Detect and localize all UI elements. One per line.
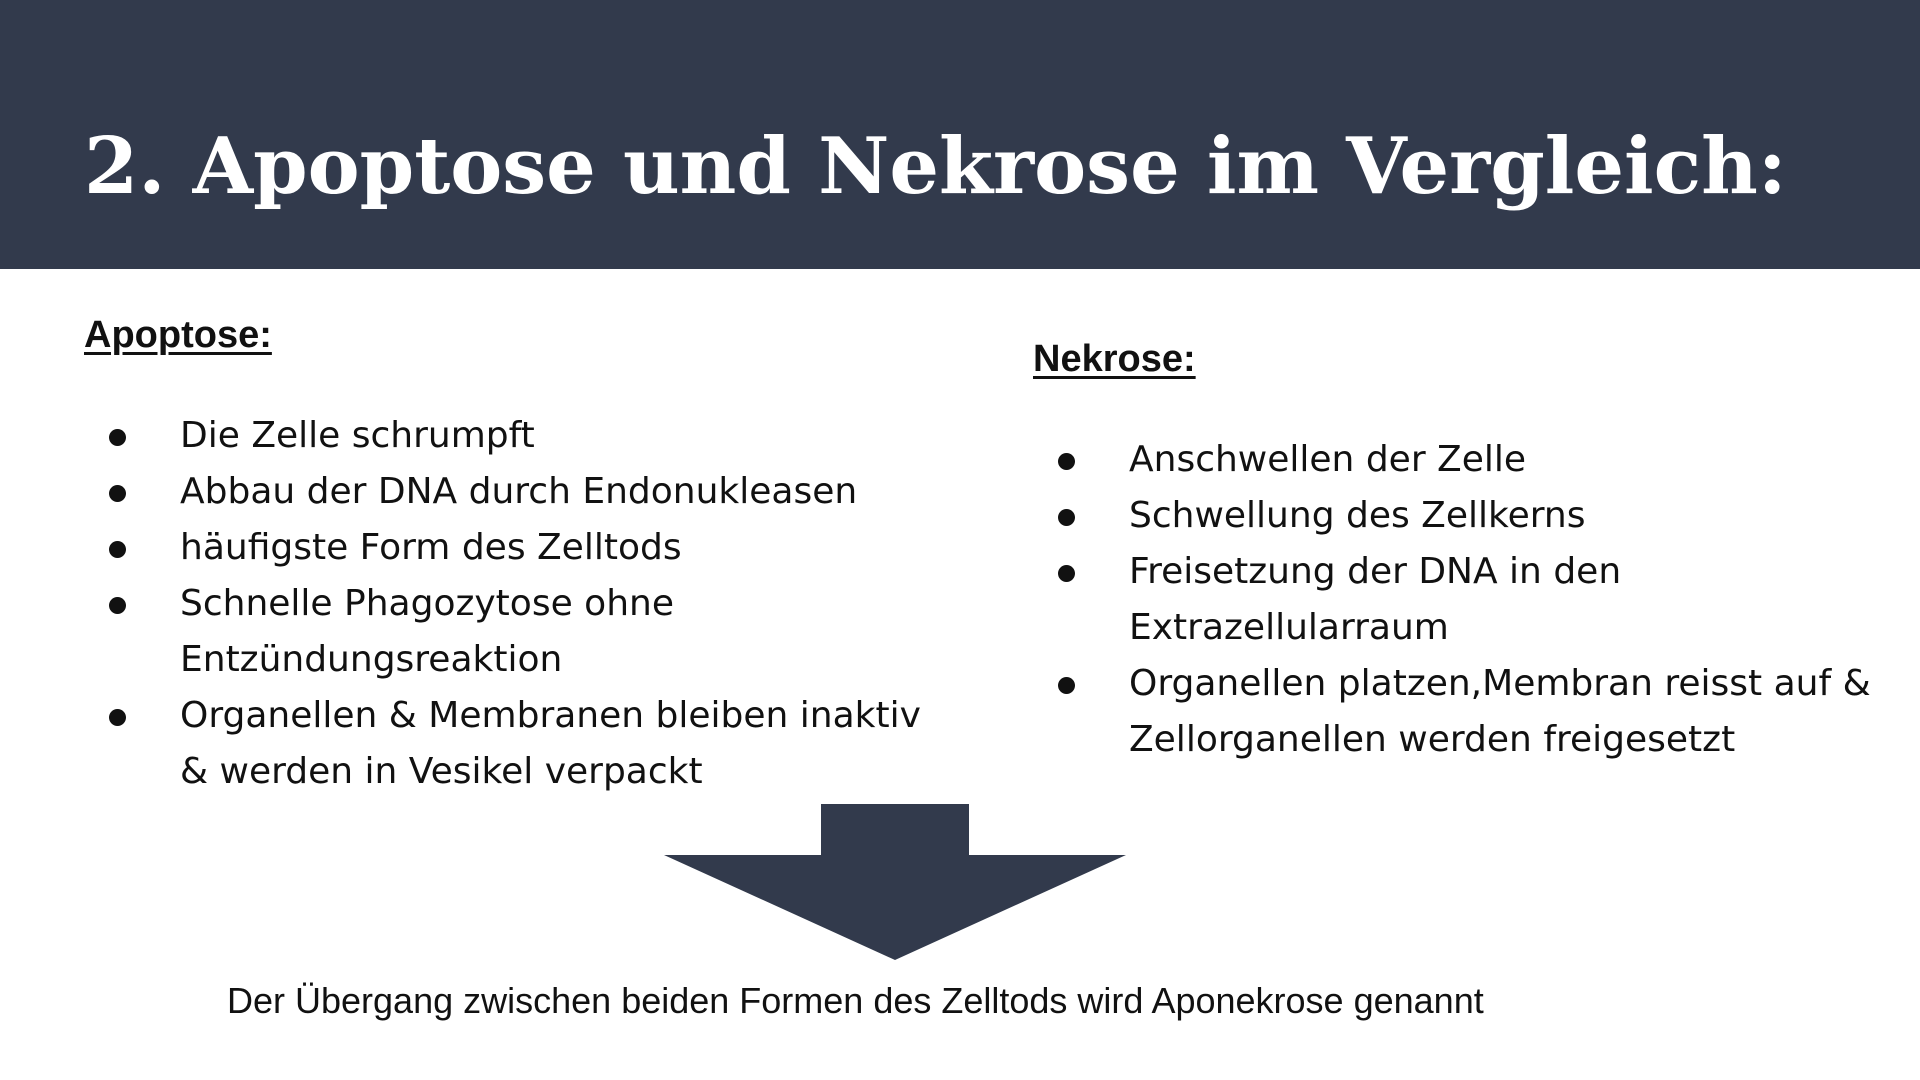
bullet-icon bbox=[1058, 565, 1075, 582]
list-item-text: Die Zelle schrumpft bbox=[180, 415, 535, 456]
list-item bbox=[84, 688, 924, 800]
list-item-text: Schwellung des Zellkerns bbox=[1129, 495, 1586, 536]
bullet-icon bbox=[109, 597, 126, 614]
list-item bbox=[84, 464, 924, 520]
bullet-icon bbox=[109, 541, 126, 558]
list-item-text: Freisetzung der DNA in den Extrazellularraum bbox=[1129, 551, 1622, 648]
list-item-text: Organellen platzen,Membran reisst auf & Zellorganellen werden freigesetzt bbox=[1129, 663, 1871, 760]
down-arrow-icon bbox=[664, 804, 1126, 960]
apoptose-list bbox=[84, 408, 924, 800]
list-item bbox=[1033, 432, 1889, 488]
nekrose-heading: Nekrose: bbox=[1033, 338, 1196, 380]
list-item-text: Abbau der DNA durch Endonukleasen bbox=[180, 471, 858, 512]
list-item bbox=[84, 408, 924, 464]
bullet-icon bbox=[109, 709, 126, 726]
bullet-icon bbox=[1058, 509, 1075, 526]
list-item-text: Schnelle Phagozytose ohne Entzündungsreaktion bbox=[180, 583, 674, 680]
list-item bbox=[1033, 488, 1889, 544]
footer-note: Der Übergang zwischen beiden Formen des Zelltods wird Aponekrose genannt bbox=[227, 980, 1484, 1021]
list-item bbox=[84, 520, 924, 576]
down-arrow-shape bbox=[664, 804, 1126, 960]
slide-title: 2. Apoptose und Nekrose im Vergleich: bbox=[84, 121, 1787, 212]
bullet-icon bbox=[109, 429, 126, 446]
list-item bbox=[1033, 544, 1889, 656]
nekrose-column bbox=[1033, 332, 1873, 760]
list-item-text: häufigste Form des Zelltods bbox=[180, 527, 682, 568]
list-item-text: Anschwellen der Zelle bbox=[1129, 439, 1527, 480]
list-item bbox=[1033, 656, 1889, 768]
apoptose-column bbox=[84, 308, 924, 792]
nekrose-list bbox=[1033, 432, 1873, 768]
bullet-icon bbox=[1058, 453, 1075, 470]
apoptose-heading: Apoptose: bbox=[84, 314, 272, 356]
bullet-icon bbox=[1058, 677, 1075, 694]
bullet-icon bbox=[109, 485, 126, 502]
list-item-text: Organellen & Membranen bleiben inaktiv & werden in Vesikel verpackt bbox=[180, 695, 921, 792]
list-item bbox=[84, 576, 924, 688]
title-banner bbox=[0, 0, 1920, 269]
